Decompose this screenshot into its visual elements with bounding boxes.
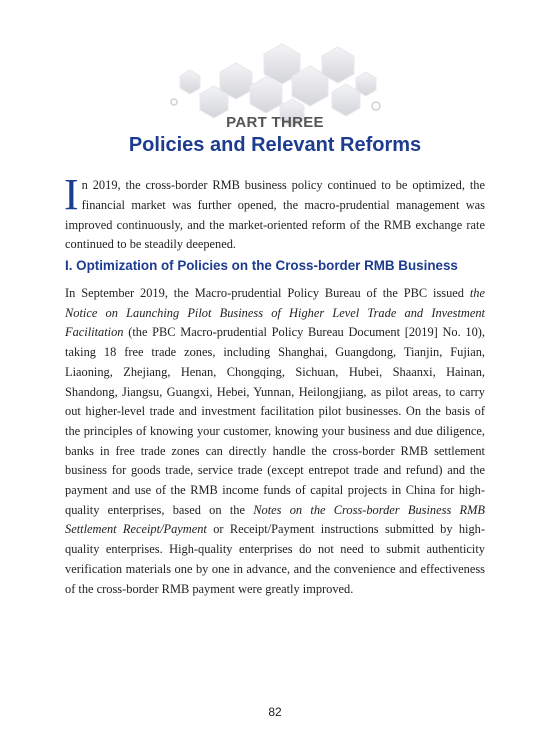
intro-paragraph	[64, 170, 485, 255]
section-heading: I. Optimization of Policies on the Cross-border RMB Business	[65, 258, 458, 273]
part-label: PART THREE	[226, 114, 324, 131]
body-paragraph	[65, 284, 485, 599]
body-text-3: or Receipt/Payment instructions submitted by high-quality enterprises. High-quality enterprises do not need to submit authenticity verification materials one by one in advance, and the convenience and effectiveness of the cross-border RMB payment were greatly improved.	[65, 522, 485, 596]
drop-cap: I	[64, 170, 79, 219]
intro-text: n 2019, the cross-border RMB business policy continued to be optimized, the financial market was further opened, the macro-prudential management was improved continuously, and the market-oriented reform of the RMB exchange rate continued to be steadily deepened.	[65, 178, 485, 252]
page-title: Policies and Relevant Reforms	[128, 134, 422, 156]
page-number: 82	[268, 705, 282, 719]
body-text-2: (the PBC Macro-prudential Policy Bureau Document [2019] No. 10), taking 18 free trade zones, including Shanghai, Guangdong, Tianjin, Fujian, Liaoning, Zhejiang, Henan, Chongqing, Sichuan, Hubei, Shaanxi, Hainan, Shandong, Jiangsu, Guangxi, Hebei, Yunnan, Heilongjiang, as pilot areas, to carry out higher-level trade and investment facilitation pilot businesses. On the basis of the principles of knowing your customer, knowing your business and due diligence, banks in free trade zones can directly handle the cross-border RMB settlement business for goods trade, service trade (except entrepot trade and refund) and the payment and use of the RMB income funds of capital projects in China for high-quality enterprises, based on the	[65, 325, 485, 517]
notice-title: the Notice on Launching Pilot Business of Higher Level Trade and Investment Facilitation	[65, 286, 485, 340]
notes-title: Notes on the Cross-border Business RMB Settlement Receipt/Payment	[65, 502, 485, 537]
body-text-1: In September 2019, the Macro-prudential Policy Bureau of the PBC issued	[65, 286, 470, 300]
